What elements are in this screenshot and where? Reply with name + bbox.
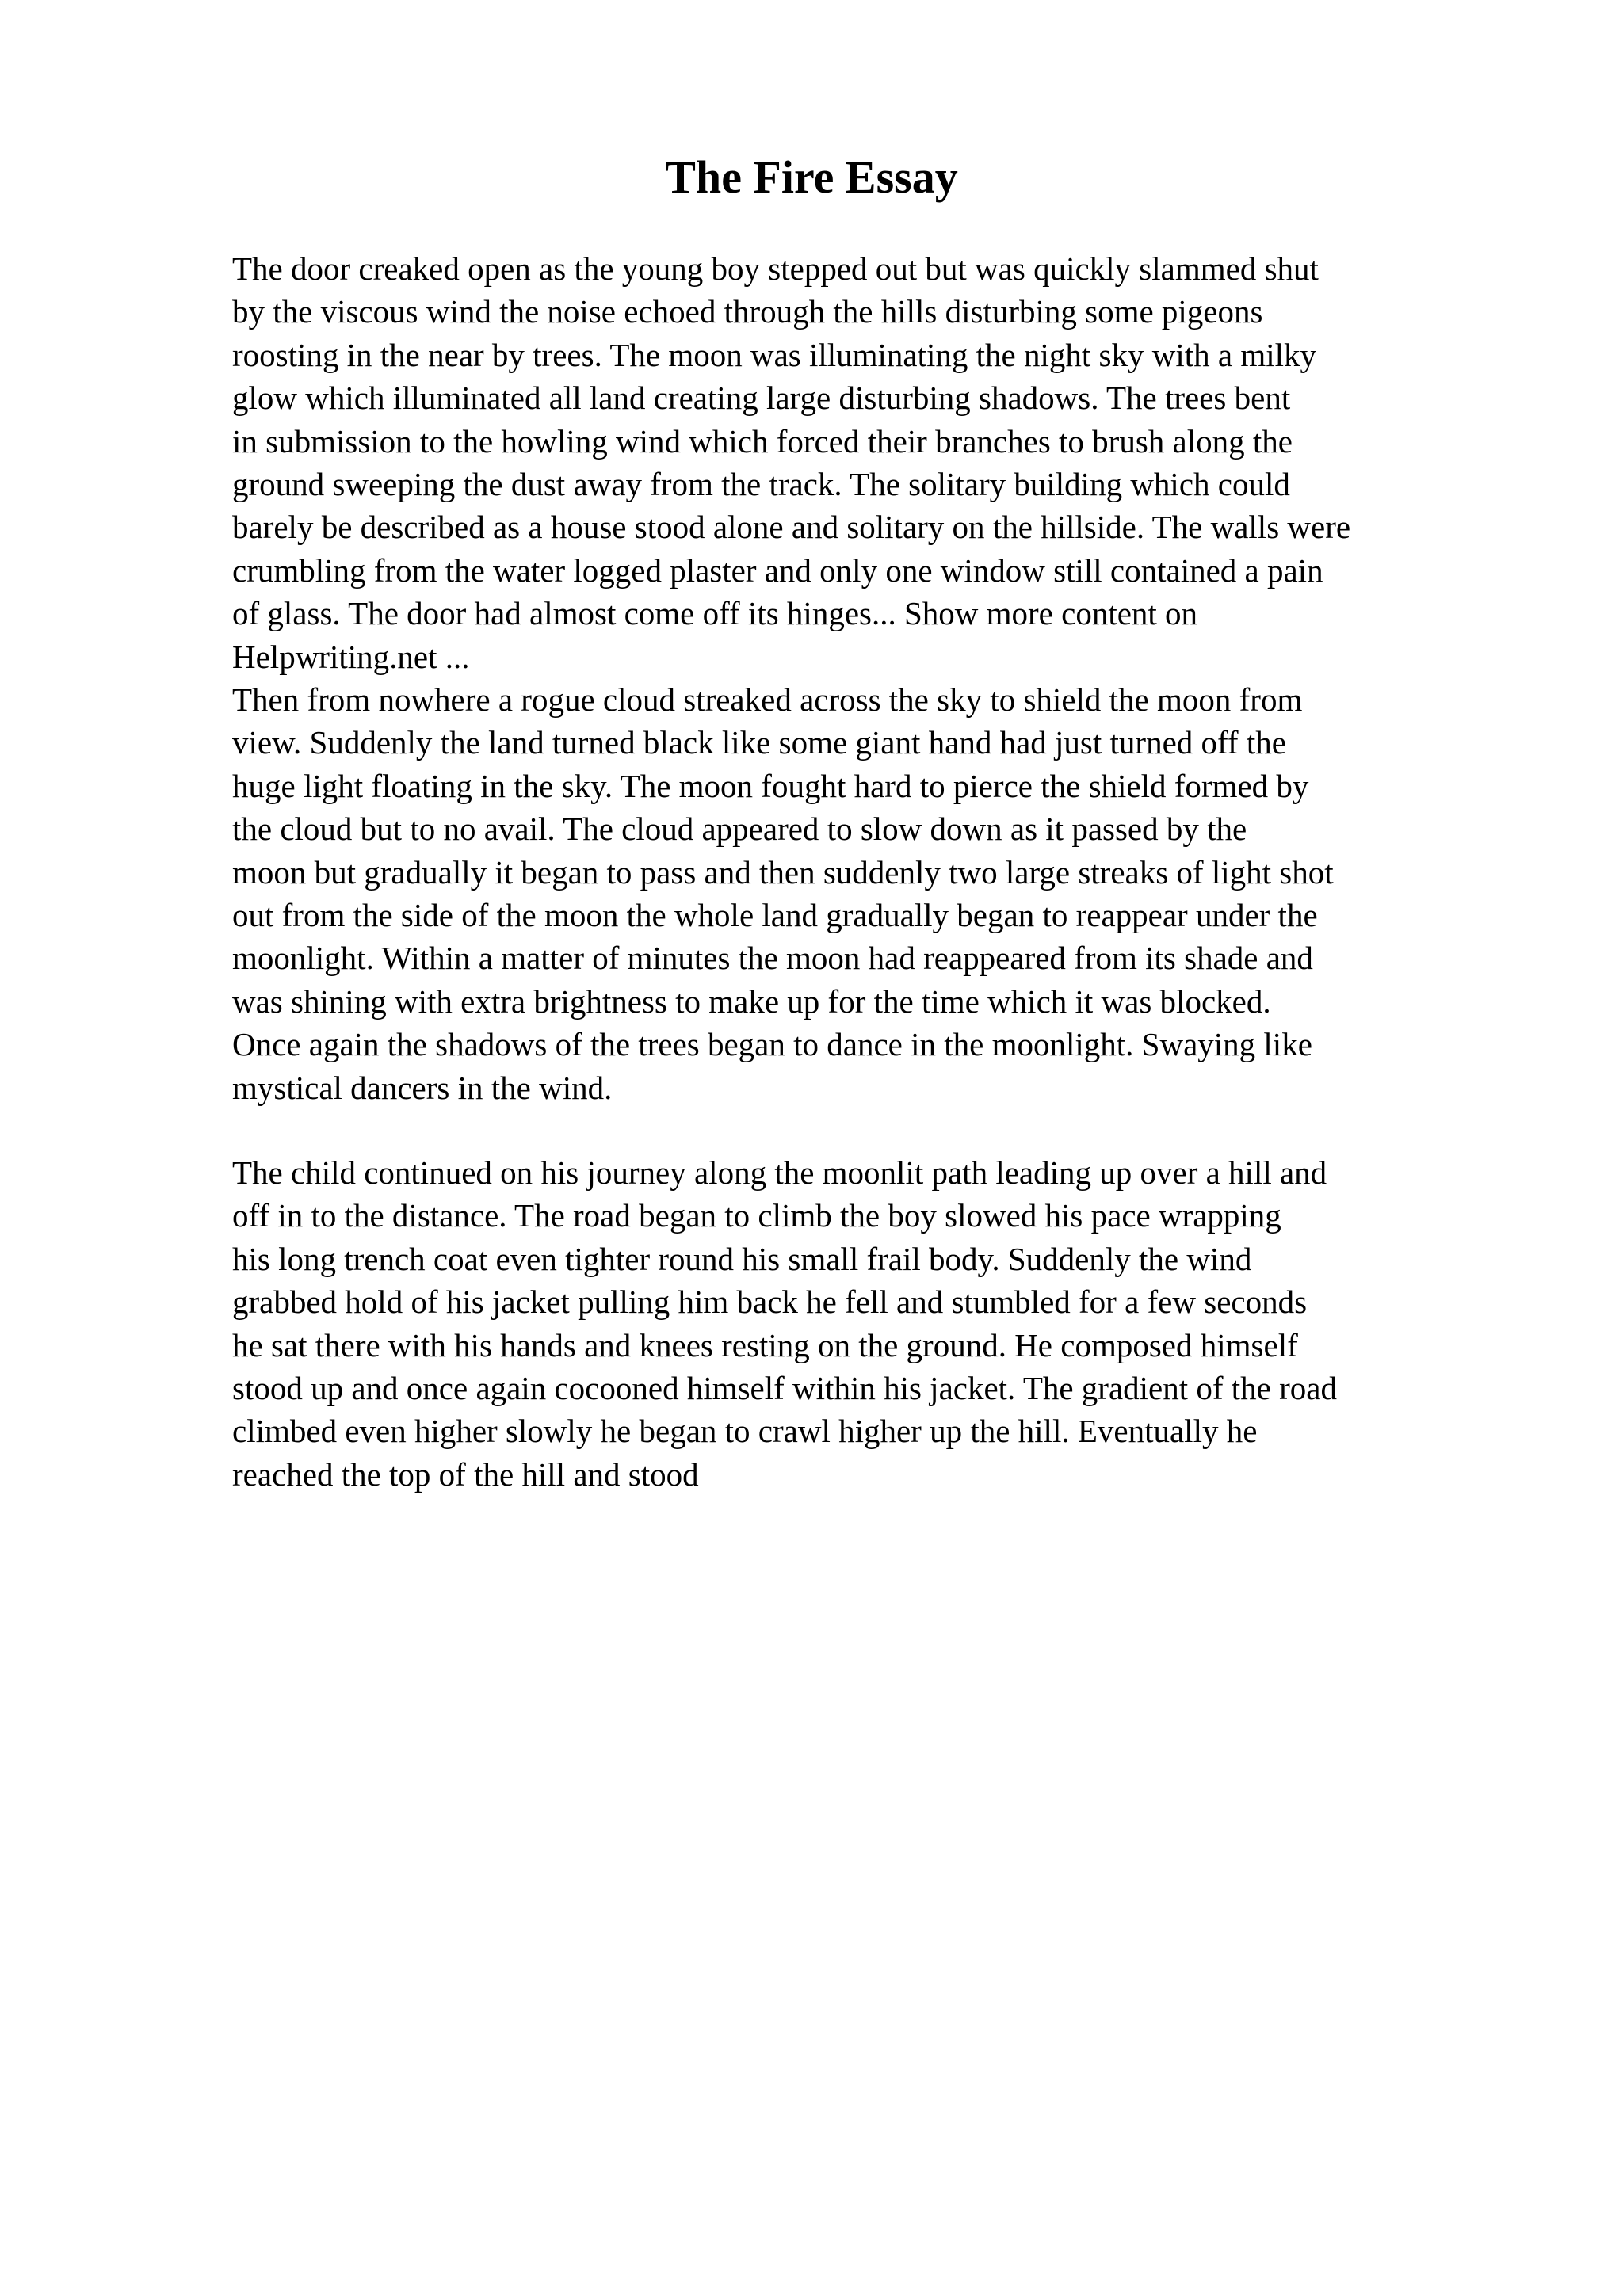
text-line: ground sweeping the dust away from the track. The solitary building which could [232,465,1290,502]
text-line: The child continued on his journey along the moonlit path leading up over a hill and [232,1154,1327,1191]
text-line: out from the side of the moon the whole land gradually began to reappear under the [232,896,1318,933]
text-line: Once again the shadows of the trees began to dance in the moonlight. Swaying like [232,1026,1312,1063]
text-line: crumbling from the water logged plaster and only one window still contained a pain [232,551,1323,589]
text-line: off in to the distance. The road began to climb the boy slowed his pace wrapping [232,1197,1281,1234]
text-line: was shining with extra brightness to make up for the time which it was blocked. [232,982,1271,1020]
text-line: stood up and once again cocooned himself within his jacket. The gradient of the road [232,1369,1337,1406]
text-line: moon but gradually it began to pass and then suddenly two large streaks of light shot [232,853,1334,891]
text-line: reached the top of the hill and stood [232,1455,699,1493]
text-line: climbed even higher slowly he began to crawl higher up the hill. Eventually he [232,1413,1258,1450]
text-line: huge light floating in the sky. The moon fought hard to pierce the shield formed by [232,767,1309,804]
text-line: barely be described as a house stood alone and solitary on the hillside. The walls were [232,509,1351,546]
text-line: Helpwriting.net ... [232,638,470,675]
paragraph-2 [232,678,1611,1109]
text-line: by the viscous wind the noise echoed through the hills disturbing some pigeons [232,293,1263,330]
text-line: his long trench coat even tighter round his small frail body. Suddenly the wind [232,1240,1252,1277]
text-line: view. Suddenly the land turned black like some giant hand had just turned off the [232,724,1286,761]
text-line: The door creaked open as the young boy stepped out but was quickly slammed shut [232,250,1319,287]
document-title: The Fire Essay [665,151,958,203]
text-line: grabbed hold of his jacket pulling him back he fell and stumbled for a few seconds [232,1283,1308,1321]
paragraph-1 [232,247,1611,678]
text-line: he sat there with his hands and knees resting on the ground. He composed himself [232,1326,1298,1363]
text-line: of glass. The door had almost come off its hinges... Show more content on [232,595,1198,632]
text-line: in submission to the howling wind which forced their branches to brush along the [232,422,1293,460]
text-line: moonlight. Within a matter of minutes the moon had reappeared from its shade and [232,940,1313,977]
text-line: Then from nowhere a rogue cloud streaked across the sky to shield the moon from [232,681,1303,718]
paragraph-3 [232,1151,1611,1496]
text-line: roosting in the near by trees. The moon was illuminating the night sky with a milky [232,336,1316,373]
text-line: mystical dancers in the wind. [232,1069,613,1106]
text-line: glow which illuminated all land creating large disturbing shadows. The trees bent [232,379,1291,417]
text-line: the cloud but to no avail. The cloud appeared to slow down as it passed by the [232,810,1247,848]
